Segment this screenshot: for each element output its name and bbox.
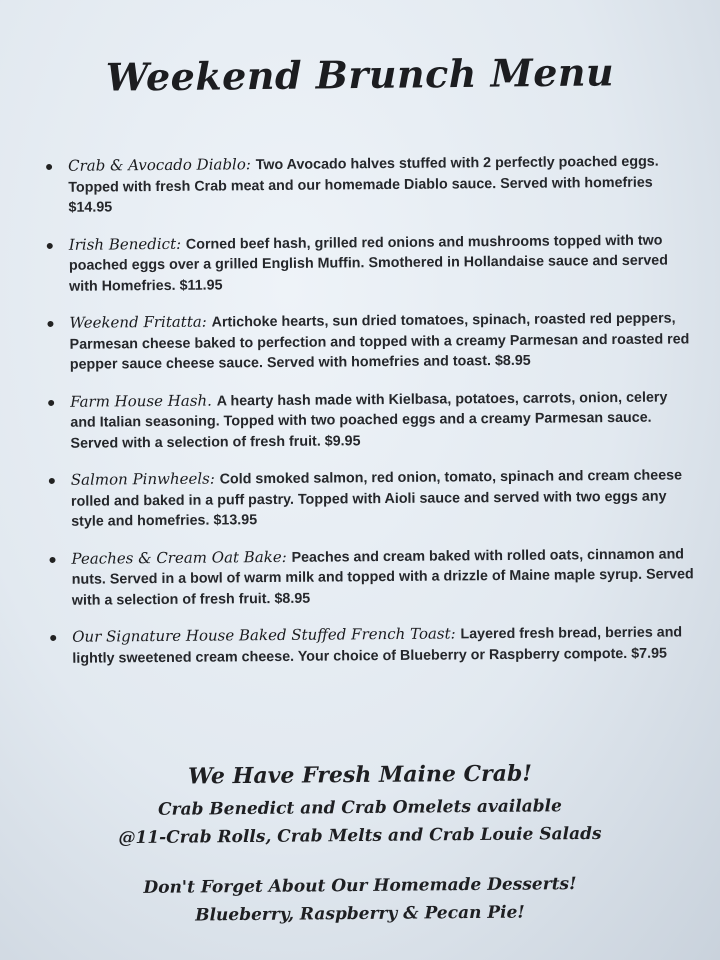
bullet-icon [46,164,52,170]
bullet-icon [47,242,53,248]
item-name: Weekend Fritatta: [69,312,212,332]
menu-items-list [44,150,699,685]
menu-item-crab-avocado-diablo [44,150,695,218]
menu-item-weekend-fritatta [45,307,696,375]
item-description: Peaches and cream baked with rolled oats, cinnamon and nuts. Served in a bowl of warm milk and topped with a drizzle of Maine maple syrup. Served with a selection of fresh fruit. $8.95 [71,545,694,609]
item-description: Cold smoked salmon, red onion, tomato, spinach and cream cheese rolled and baked in a puff pastry. Topped with Aioli sauce and served with two eggs any style and homefries. $13.95 [70,467,683,530]
item-description: Two Avocado halves stuffed with 2 perfectly poached eggs. Topped with fresh Crab meat and our homemade Diablo sauce. Served with homefries $14.95 [68,153,659,216]
promo-fresh-crab-heading: We Have Fresh Maine Crab! [187,760,533,790]
item-name: Peaches & Cream Oat Bake: [71,547,292,568]
menu-item-stuffed-french-toast [48,621,698,669]
bullet-icon [50,635,56,641]
item-name: Irish Benedict: [68,234,186,254]
bullet-icon [49,478,55,484]
item-description: Artichoke hearts, sun dried tomatoes, spinach, roasted red peppers, Parmesan cheese baked to perfection and topped with a creamy Parmesan and roasted red pepper sauce cheese sauce. Served with homefries and toast. $8.95 [69,310,690,373]
menu-item-farm-house-hash [46,386,697,454]
promo-crab-benedict-line: Crab Benedict and Crab Omelets available [157,796,563,820]
promo-desserts-heading: Don't Forget About Our Homemade Desserts! [143,874,577,898]
item-description: Layered fresh bread, berries and lightly sweetened cream cheese. Your choice of Blueberry or Raspberry compote. $7.95 [72,624,683,667]
menu-title: Weekend Brunch Menu [105,49,615,100]
bullet-icon [49,556,55,562]
menu-item-irish-benedict [45,229,696,297]
bullet-icon [47,321,53,327]
menu-item-salmon-pinwheels [47,464,698,532]
item-name: Crab & Avocado Diablo: [68,155,256,175]
promo-pies-line: Blueberry, Raspberry & Pecan Pie! [195,902,525,926]
item-name: Salmon Pinwheels: [70,469,220,489]
item-description: Corned beef hash, grilled red onions and mushrooms topped with two poached eggs over a grilled English Muffin. Smothered in Hollandaise sauce and served with Homefries. $11.95 [68,232,669,295]
item-description: A hearty hash made with Kielbasa, potatoes, carrots, onion, celery and Italian seasoning. Topped with two poached eggs and a creamy Parmesan sauce. Served with a selection of fresh fruit. $9.95 [70,389,668,452]
bullet-icon [48,399,54,405]
promo-crab-rolls-line: @11-Crab Rolls, Crab Melts and Crab Louie Salads [118,823,602,849]
menu-item-peaches-cream-oat-bake [47,543,698,611]
item-name: Farm House Hash. [70,391,217,411]
item-name: Our Signature House Baked Stuffed French Toast: [72,624,461,646]
